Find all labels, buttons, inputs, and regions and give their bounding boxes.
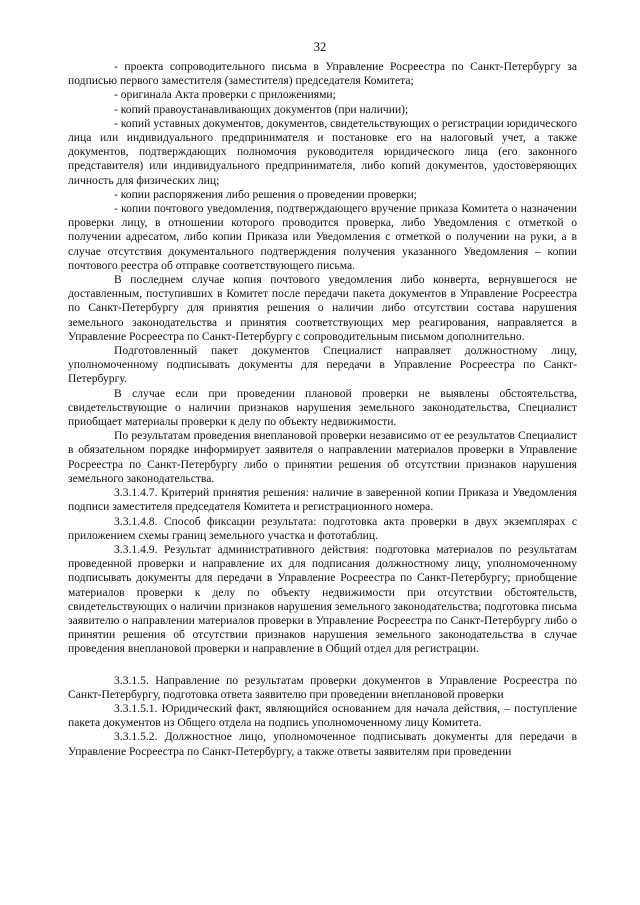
paragraph: 3.3.1.5.2. Должностное лицо, уполномоченное подписывать документы для передачи в Управление Росреестра по Санкт-Петербургу, а также ответы заявителям при проведении (68, 730, 577, 758)
paragraph: По результатам проведения внеплановой проверки независимо от ее результатов Специалист в обязательном порядке информирует заявителя о направлении материалов проверки в Управление Росреестра по Санкт-Петербургу либо о принятии решения об отсутствии признаков нарушения земельного законодательства. (68, 429, 577, 485)
paragraph: 3.3.1.5. Направление по результатам проверки документов в Управление Росреестра по Санкт-Петербургу, подготовка ответа заявителю при проведении внеплановой проверки (68, 673, 577, 701)
paragraph: 3.3.1.4.8. Способ фиксации результата: подготовка акта проверки в двух экземплярах с приложением схемы границ земельного участка и фототаблиц. (68, 514, 577, 542)
paragraph: - копии распоряжения либо решения о проведении проверки; (114, 187, 417, 201)
paragraph: - копии почтового уведомления, подтверждающего вручение приказа Комитета о назначении проверки лицу, в отношении которого проводится проверка, либо Уведомления с отметкой о получении адресатом, либо копии Приказа или Уведомления с отметкой о получении на руки, а в случае отсутствия документального подтверждения получения указанного Уведомления – копии почтового реестра об отправке соответствующего письма. (68, 202, 577, 272)
document-body (68, 60, 577, 759)
paragraph: - оригинала Акта проверки с приложениями; (114, 88, 336, 102)
paragraph: 3.3.1.4.9. Результат административного действия: подготовка материалов по результатам проведенной проверки и направление их для подписания должностному лицу, уполномоченному подписывать документы для передачи в Управление Росреестра по Санкт-Петербургу; приобщение материалов проверки к делу по объекту недвижимости при отсутствии обстоятельств, свидетельствующих о наличии признаков нарушения земельного законодательства; подготовка письма заявителю о направлении материалов проверки в Управление Росреестра по Санкт-Петербургу либо о принятии решения об отсутствии признаков нарушения земельного законодательства в случае проведения внеплановой проверки и направление в Общий отдел для регистрации. (68, 542, 577, 656)
paragraph: - проекта сопроводительного письма в Управление Росреестра по Санкт-Петербургу за подписью первого заместителя (заместителя) председателя Комитета; (68, 60, 577, 88)
paragraph: В последнем случае копия почтового уведомления либо конверта, вернувшегося не доставленным, поступивших в Комитет после передачи пакета документов в Управление Росреестра по Санкт-Петербургу для принятия решения о наличии либо отсутствии состава нарушения земельного законодательства и принятия соответствующих мер реагирования, направляется в Управление Росреестра по Санкт-Петербургу с сопроводительным письмом дополнительно. (68, 273, 577, 343)
paragraph: 3.3.1.4.7. Критерий принятия решения: наличие в заверенной копии Приказа и Уведомления подписи заместителя председателя Комитета и регистрационного номера. (68, 486, 577, 514)
page-number: 32 (313, 40, 327, 54)
paragraph: 3.3.1.5.1. Юридический факт, являющийся основанием для начала действия, – поступление пакета документов из Общего отдела на подпись уполномоченному лицу Комитета. (68, 701, 577, 730)
paragraph: - копий уставных документов, документов, свидетельствующих о регистрации юридического лица или индивидуального предпринимателя и постановке его на налоговый учет, а также документов, подтверждающих полномочия руководителя юридического лица (его законного представителя) или индивидуального предпринимателя, либо копий документов, удостоверяющих личность для физических лиц; (68, 116, 577, 187)
paragraph: - копий правоустанавливающих документов (при наличии); (114, 102, 409, 116)
paragraph: Подготовленный пакет документов Специалист направляет должностному лицу, уполномоченному подписывать документы для передачи в Управление Росреестра по Санкт-Петербургу. (68, 344, 577, 386)
paragraph: В случае если при проведении плановой проверки не выявлены обстоятельства, свидетельствующие о наличии признаков нарушения земельного законодательства, Специалист приобщает материалы проверки к делу по объекту недвижимости. (68, 386, 577, 429)
section-gap (68, 657, 577, 674)
